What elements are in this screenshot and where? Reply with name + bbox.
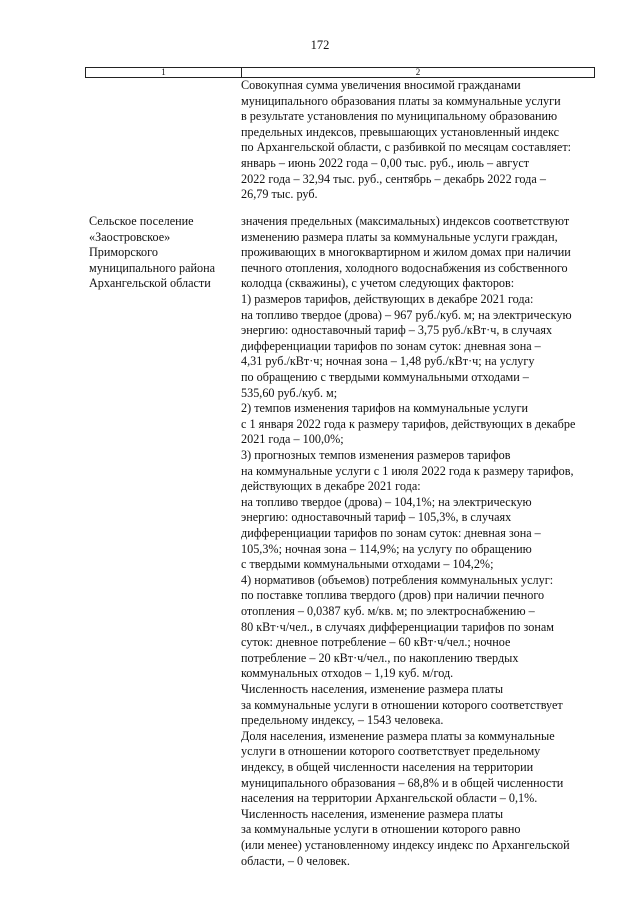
text-line: 2022 года – 32,94 тыс. руб., сентябрь – декабрь 2022 года – bbox=[241, 171, 546, 186]
text-line: 105,3%; ночная зона – 114,9%; на услугу по обращению bbox=[241, 541, 532, 556]
text-line: суток: дневное потребление – 60 кВт·ч/чел.; ночное bbox=[241, 635, 511, 650]
text-line: 4,31 руб./кВт·ч; ночная зона – 1,48 руб./кВт·ч; на услугу bbox=[241, 354, 535, 369]
text-line: энергию: одноставочный тариф – 3,75 руб./кВт·ч, в случаях bbox=[241, 323, 553, 338]
text-line: по поставке топлива твердого (дров) при наличии печного bbox=[241, 588, 545, 603]
text-line: 1) размеров тарифов, действующих в декабре 2021 года: bbox=[241, 292, 534, 306]
text-line: на топливо твердое (дрова) – 104,1%; на электрическую bbox=[241, 494, 532, 509]
text-line: индексу, в общей численности населения на территории bbox=[241, 760, 534, 774]
text-line: Численность населения, изменение размера платы bbox=[241, 806, 504, 821]
text-line: с твердыми коммунальными отходами – 104,2%; bbox=[241, 557, 494, 572]
text-line: 2) темпов изменения тарифов на коммунальные услуги bbox=[241, 401, 528, 416]
text-line: значения предельных (максимальных) индексов соответствуют bbox=[241, 214, 570, 228]
text-line: колодца (скважины), с учетом следующих факторов: bbox=[241, 276, 515, 291]
text-line: коммунальных отходов – 1,19 куб. м/год. bbox=[241, 666, 454, 681]
municipality-line: муниципального района bbox=[89, 260, 216, 275]
table-header-col-1: 1 bbox=[86, 68, 242, 77]
text-line: 26,79 тыс. руб. bbox=[241, 187, 318, 202]
municipality-line: Архангельской области bbox=[89, 276, 211, 291]
text-line: Доля населения, изменение размера платы за коммунальные bbox=[241, 728, 555, 743]
text-line: Численность населения, изменение размера платы bbox=[241, 682, 504, 696]
text-line: печного отопления, холодного водоснабжения из собственного bbox=[241, 260, 568, 275]
text-line: отопления – 0,0387 куб. м/кв. м; по электроснабжению – bbox=[241, 604, 535, 618]
text-line: муниципального образования платы за коммунальные услуги bbox=[241, 93, 561, 108]
text-line: по обращению с твердыми коммунальными отходами – bbox=[241, 370, 529, 384]
text-line: действующих в декабре 2021 года: bbox=[241, 479, 421, 494]
text-line: муниципального образования – 68,8% и в общей численности bbox=[241, 775, 564, 790]
text-line: на коммунальные услуги с 1 июля 2022 года к размеру тарифов, bbox=[241, 463, 574, 478]
text-line: Совокупная сумма увеличения вносимой гражданами bbox=[241, 78, 521, 92]
table-header-row bbox=[85, 67, 595, 78]
text-line: предельному индексу, – 1543 человека. bbox=[241, 713, 444, 728]
text-line: в результате установления по муниципальному образованию bbox=[241, 109, 558, 124]
municipality-line: Сельское поселение bbox=[89, 214, 194, 228]
text-line: дифференциации тарифов по зонам суток: дневная зона – bbox=[241, 338, 541, 353]
text-line: (или менее) установленному индексу индекс по Архангельской bbox=[241, 838, 570, 852]
page-number: 172 bbox=[310, 38, 330, 52]
text-line: январь – июнь 2022 года – 0,00 тыс. руб., июль – август bbox=[241, 156, 530, 170]
text-line: 535,60 руб./куб. м; bbox=[241, 385, 338, 400]
text-line: 3) прогнозных темпов изменения размеров тарифов bbox=[241, 448, 511, 462]
text-line: населения на территории Архангельской области – 0,1%. bbox=[241, 791, 538, 806]
text-line: за коммунальные услуги в отношении которого соответствует bbox=[241, 697, 563, 712]
text-line: 80 кВт·ч/чел., в случаях дифференциации тарифов по зонам bbox=[241, 619, 555, 634]
text-line: за коммунальные услуги в отношении которого равно bbox=[241, 822, 521, 837]
text-line: изменению размера платы за коммунальные услуги граждан, bbox=[241, 229, 558, 244]
text-line: энергию: одноставочный тариф – 105,3%, в случаях bbox=[241, 510, 512, 525]
text-line: дифференциации тарифов по зонам суток: дневная зона – bbox=[241, 526, 541, 540]
text-line: области, – 0 человек. bbox=[241, 853, 350, 868]
text-line: проживающих в многоквартирном и жилом домах при наличии bbox=[241, 245, 571, 260]
text-line: по Архангельской области, с разбивкой по месяцам составляет: bbox=[241, 140, 572, 155]
text-line: 2021 года – 100,0%; bbox=[241, 432, 344, 447]
text-line: потребление – 20 кВт·ч/чел., по накоплению твердых bbox=[241, 650, 519, 665]
text-line: на топливо твердое (дрова) – 967 руб./куб. м; на электрическую bbox=[241, 307, 572, 322]
municipality-line: Приморского bbox=[89, 245, 158, 260]
text-line: предельных индексов, превышающих установленный индекс bbox=[241, 124, 560, 139]
municipality-line: «Заостровское» bbox=[89, 229, 171, 244]
text-line: услуги в отношении которого соответствует предельному bbox=[241, 744, 541, 759]
text-line: 4) нормативов (объемов) потребления коммунальных услуг: bbox=[241, 572, 554, 587]
text-line: с 1 января 2022 года к размеру тарифов, действующих в декабре bbox=[241, 416, 576, 431]
table-header-col-2: 2 bbox=[415, 67, 421, 77]
